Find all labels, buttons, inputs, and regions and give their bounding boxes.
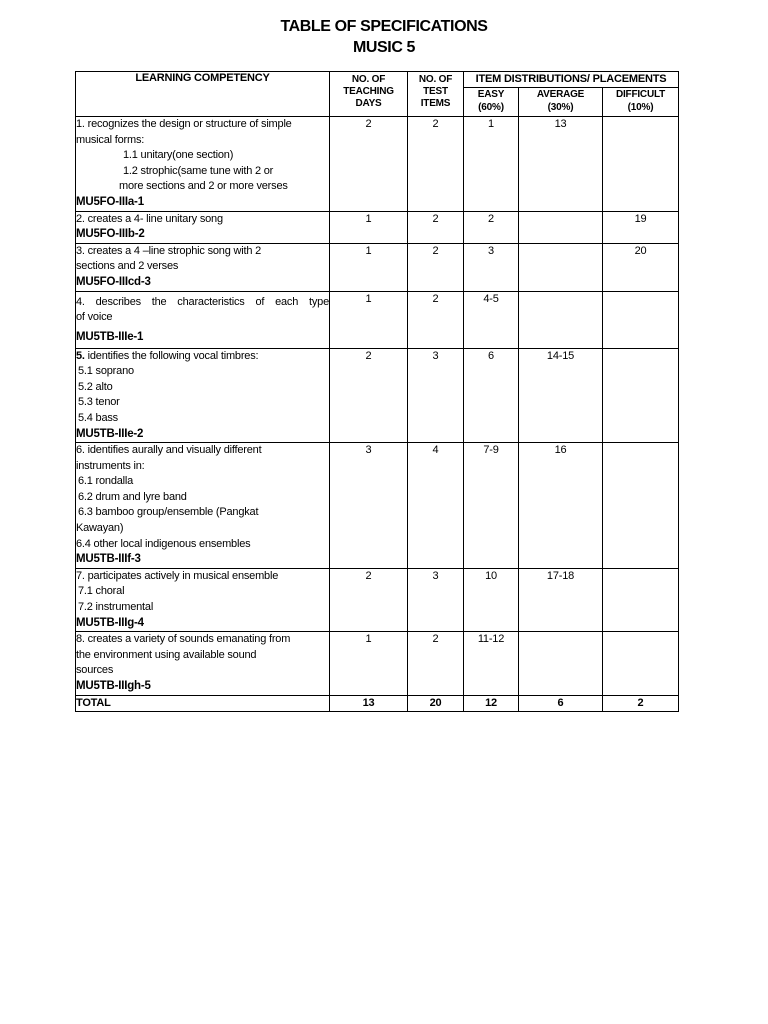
average-cell: 17-18 <box>519 568 603 631</box>
competency-cell: 6. identifies aurally and visually different instruments in: 6.1 rondalla 6.2 drum and lyre band 6.3 bamboo group/ensemble (Pangkat Kawayan) 6.4 other local indigenous ensembles MU5TB-IIIf-3 <box>76 443 330 569</box>
teaching-days-cell: 1 <box>330 291 408 348</box>
easy-cell: 3 <box>464 243 519 291</box>
header-test-items: NO. OF TEST ITEMS <box>408 72 464 117</box>
teaching-days-cell: 1 <box>330 243 408 291</box>
average-cell <box>519 291 603 348</box>
test-items-cell: 2 <box>408 632 464 695</box>
document-title <box>0 16 768 58</box>
competency-code: MU5FO-IIIb-2 <box>76 228 145 241</box>
teaching-days-cell: 2 <box>330 568 408 631</box>
total-label: TOTAL <box>76 695 330 712</box>
table-row <box>76 568 679 631</box>
competency-code: MU5TB-IIIgh-5 <box>76 680 151 692</box>
test-items-cell: 4 <box>408 443 464 569</box>
average-cell: 14-15 <box>519 348 603 443</box>
easy-cell: 7-9 <box>464 443 519 569</box>
easy-cell: 2 <box>464 211 519 243</box>
competency-code: MU5TB-IIIe-2 <box>76 427 144 440</box>
average-cell <box>519 632 603 695</box>
difficult-cell <box>603 117 679 212</box>
competency-cell: 5. identifies the following vocal timbres: 5.1 soprano 5.2 alto 5.3 tenor 5.4 bass MU5TB-IIIe-2 <box>76 348 330 443</box>
competency-code: MU5FO-IIIcd-3 <box>76 275 151 288</box>
total-row <box>76 695 679 712</box>
average-cell: 13 <box>519 117 603 212</box>
title-line-1: TABLE OF SPECIFICATIONS <box>280 18 488 35</box>
difficult-cell <box>603 348 679 443</box>
header-average: AVERAGE (30%) <box>519 88 603 117</box>
easy-cell: 11-12 <box>464 632 519 695</box>
competency-code: MU5TB-IIIe-1 <box>76 330 144 343</box>
competency-cell: 4. describes the characteristics of each type of voice MU5TB-IIIe-1 <box>76 291 330 348</box>
test-items-cell: 2 <box>408 243 464 291</box>
difficult-cell <box>603 632 679 695</box>
competency-code: MU5TB-IIIg-4 <box>76 616 144 629</box>
table-row <box>76 632 679 695</box>
header-difficult: DIFFICULT (10%) <box>603 88 679 117</box>
difficult-cell <box>603 443 679 569</box>
difficult-cell: 19 <box>603 211 679 243</box>
teaching-days-cell: 1 <box>330 211 408 243</box>
competency-cell: 1. recognizes the design or structure of simple musical forms: 1.1 unitary(one section) 1.2 strophic(same tune with 2 or more sections and 2 or more verses MU5FO-IIIa-1 <box>76 117 330 212</box>
competency-cell: 8. creates a variety of sounds emanating from the environment using available sound sources MU5TB-IIIgh-5 <box>76 632 330 695</box>
difficult-cell <box>603 291 679 348</box>
average-cell: 16 <box>519 443 603 569</box>
header-teaching-days: NO. OF TEACHING DAYS <box>330 72 408 117</box>
table-row <box>76 117 679 212</box>
table-row <box>76 443 679 569</box>
average-cell <box>519 211 603 243</box>
table-row <box>76 243 679 291</box>
competency-code: MU5TB-IIIf-3 <box>76 553 141 566</box>
specifications-table <box>75 71 679 712</box>
header-learning-competency: LEARNING COMPETENCY <box>76 72 330 117</box>
easy-cell: 1 <box>464 117 519 212</box>
average-cell <box>519 243 603 291</box>
teaching-days-cell: 2 <box>330 117 408 212</box>
teaching-days-cell: 1 <box>330 632 408 695</box>
table-row <box>76 291 679 348</box>
difficult-cell: 20 <box>603 243 679 291</box>
total-average: 6 <box>519 695 603 712</box>
easy-cell: 6 <box>464 348 519 443</box>
total-test-items: 20 <box>408 695 464 712</box>
test-items-cell: 2 <box>408 291 464 348</box>
table-row <box>76 211 679 243</box>
total-teaching-days: 13 <box>330 695 408 712</box>
title-line-2: MUSIC 5 <box>352 39 416 56</box>
header-easy: EASY (60%) <box>464 88 519 117</box>
test-items-cell: 3 <box>408 568 464 631</box>
difficult-cell <box>603 568 679 631</box>
header-item-distribution: ITEM DISTRIBUTIONS/ PLACEMENTS <box>464 72 679 88</box>
total-easy: 12 <box>464 695 519 712</box>
competency-code: MU5FO-IIIa-1 <box>76 195 144 208</box>
easy-cell: 4-5 <box>464 291 519 348</box>
competency-cell: 2. creates a 4- line unitary song MU5FO-IIIb-2 <box>76 211 330 243</box>
competency-cell: 3. creates a 4 –line strophic song with 2 sections and 2 verses MU5FO-IIIcd-3 <box>76 243 330 291</box>
test-items-cell: 2 <box>408 117 464 212</box>
table-row <box>76 348 679 443</box>
teaching-days-cell: 3 <box>330 443 408 569</box>
test-items-cell: 3 <box>408 348 464 443</box>
teaching-days-cell: 2 <box>330 348 408 443</box>
easy-cell: 10 <box>464 568 519 631</box>
total-difficult: 2 <box>603 695 679 712</box>
test-items-cell: 2 <box>408 211 464 243</box>
competency-cell: 7. participates actively in musical ensemble 7.1 choral 7.2 instrumental MU5TB-IIIg-4 <box>76 568 330 631</box>
